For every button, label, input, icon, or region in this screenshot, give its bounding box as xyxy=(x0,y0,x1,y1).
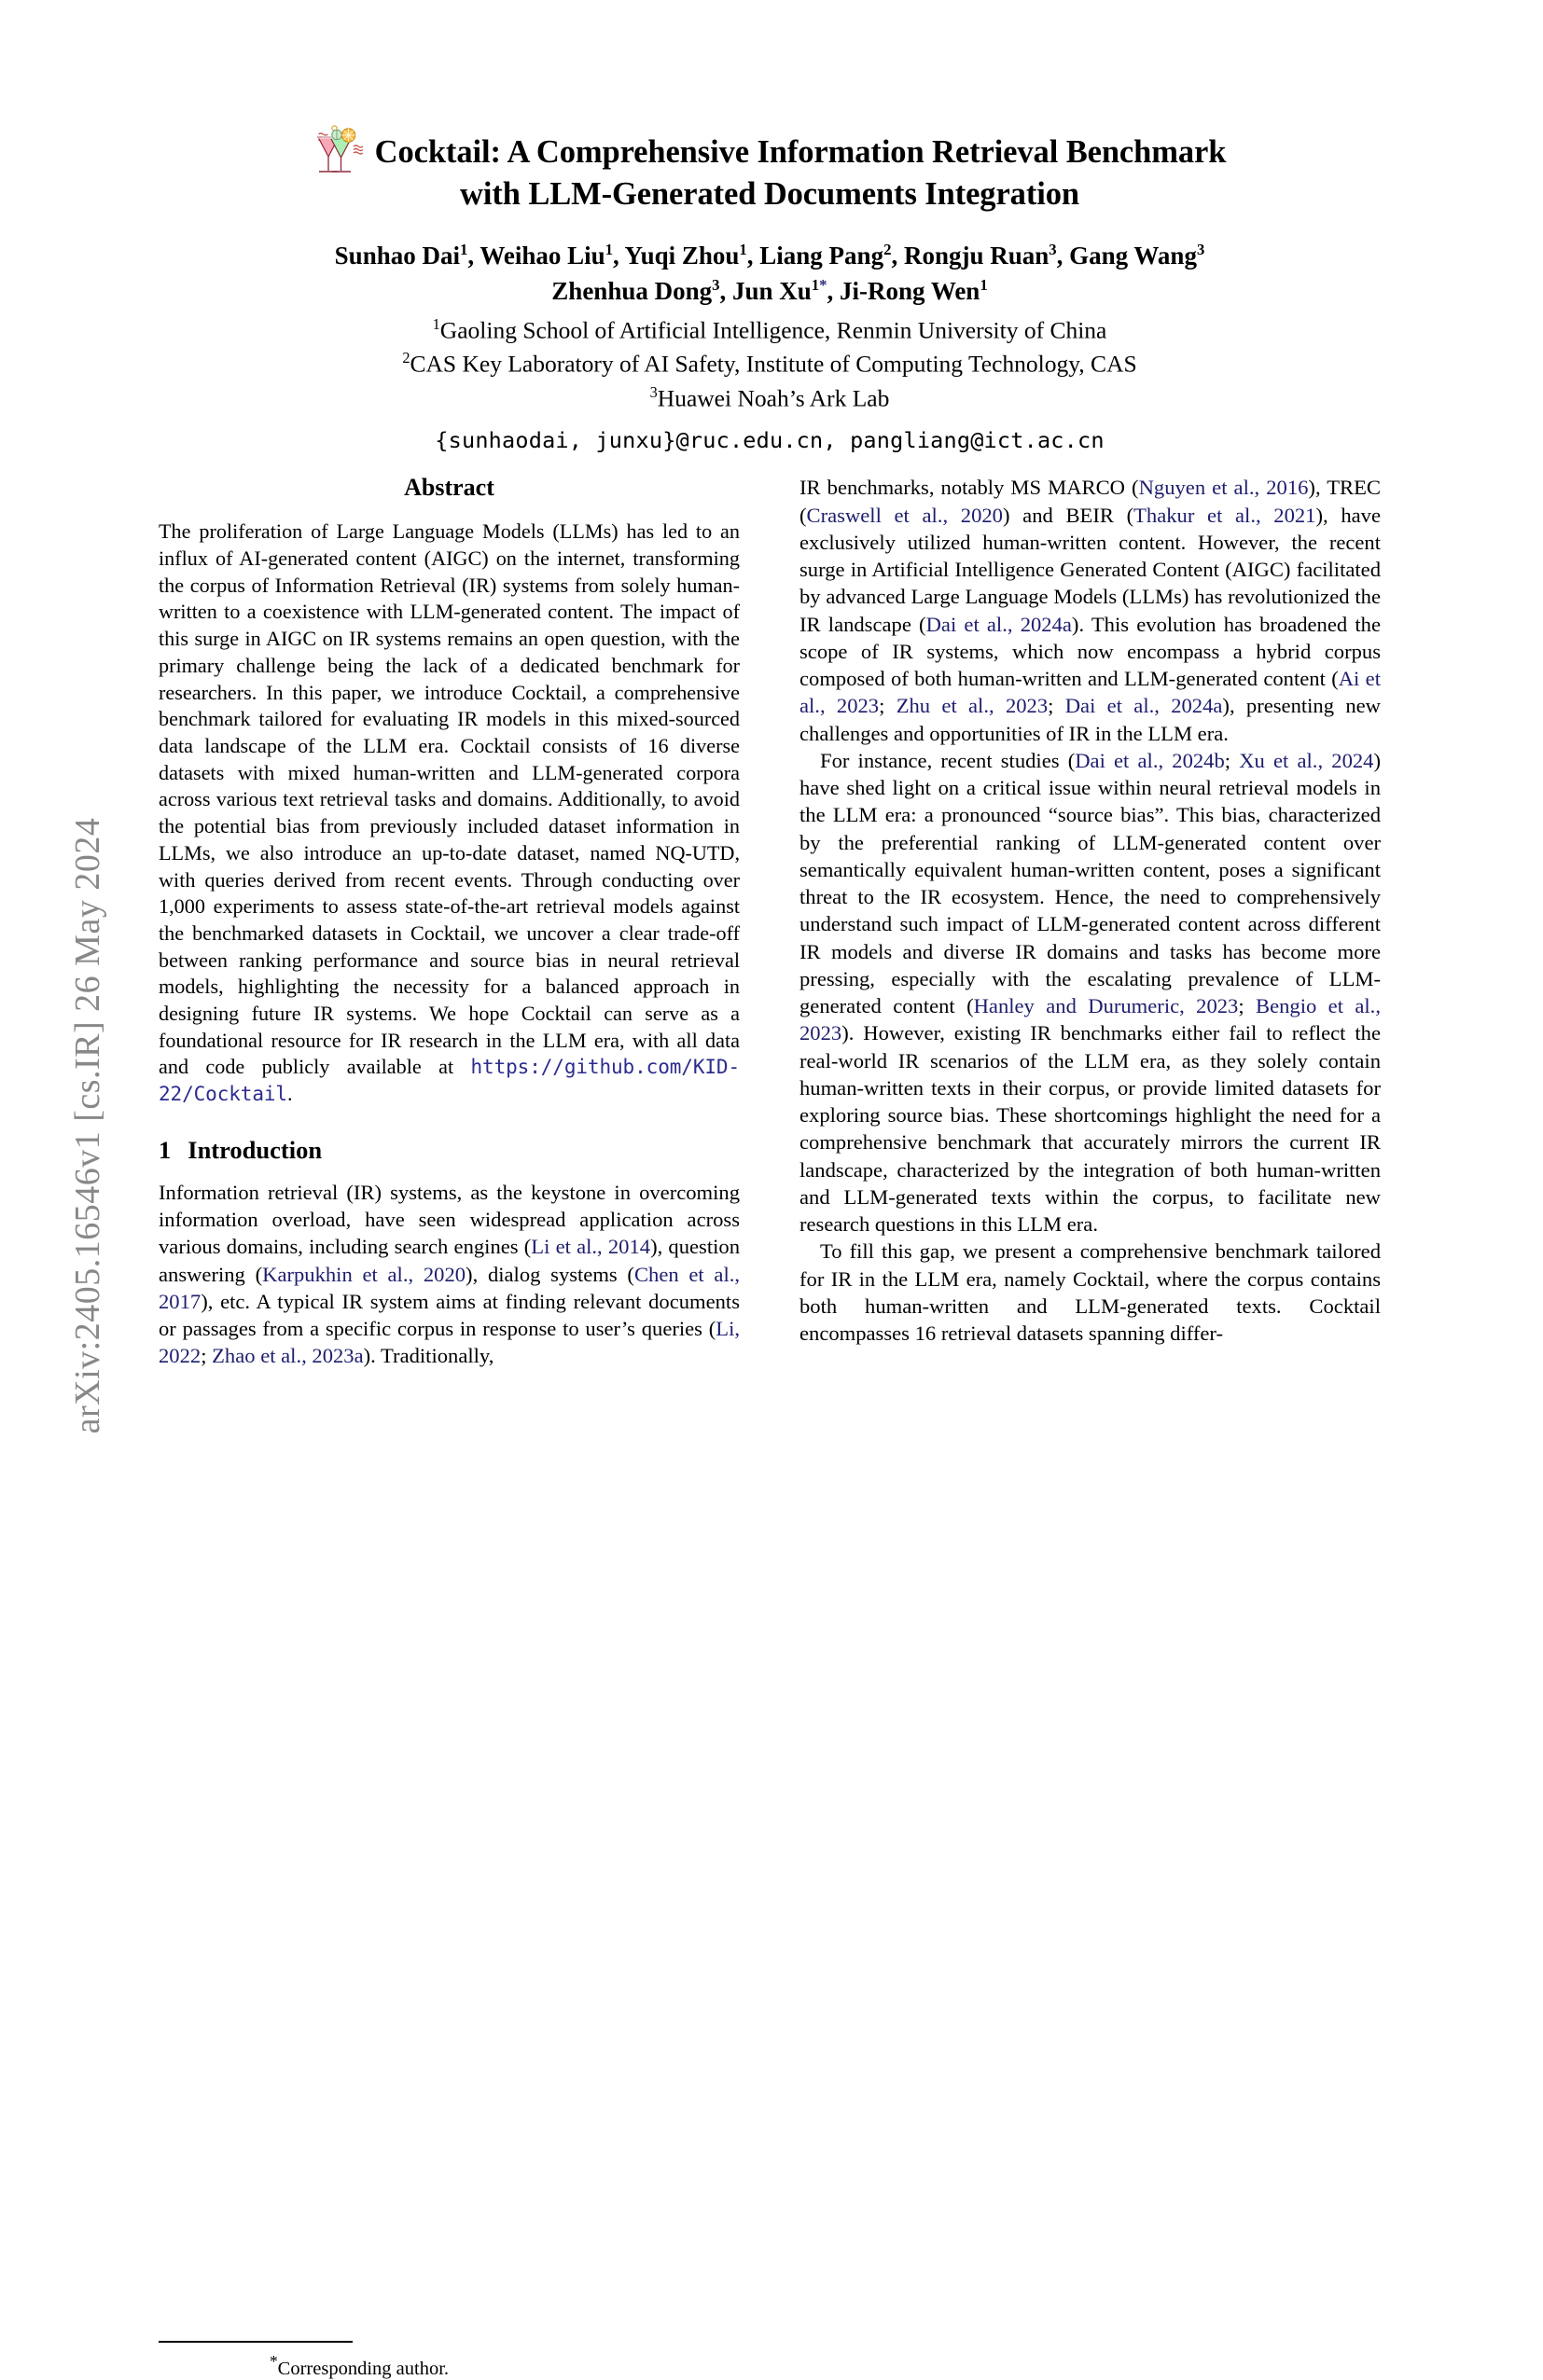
intro-paragraph-1: Information retrieval (IR) systems, as the keystone in overcoming information overload, have seen widespread application across various domains, including search engines (Li et al., 2014), question answering (Karpukhin et al., 2020), dialog systems (Chen et al., 2017), etc. A typical IR system aims at finding relevant documents or passages from a specific corpus in response to user’s queries (Li, 2022; Zhao et al., 2023a). Traditionally, xyxy=(159,1180,741,1368)
title-block xyxy=(159,0,1381,215)
footnote-marker: * xyxy=(269,2351,278,2371)
author-affiliation-marker: 1 xyxy=(980,276,988,295)
citation-link[interactable]: Hanley and Durumeric, 2023 xyxy=(973,994,1239,1018)
footnote-label: Corresponding author. xyxy=(277,2358,450,2379)
author-name: Weihao Liu xyxy=(480,241,605,270)
section-heading-introduction xyxy=(159,1136,740,1165)
author-emails: {sunhaodai, junxu}@ruc.edu.cn, pangliang@ict.ac.cn xyxy=(435,427,1105,454)
citation-link[interactable]: Zhu et al., 2023 xyxy=(896,694,1049,718)
github-url-link[interactable]: https://github.com/KID-22/Cocktail xyxy=(159,1056,740,1106)
author-affiliation-marker: 3 xyxy=(1196,240,1205,258)
author-affiliation-marker: 3 xyxy=(1049,240,1057,258)
left-column xyxy=(159,474,741,2379)
abstract-text: The proliferation of Large Language Models (LLMs) has led to an influx of AI-generated content (AIGC) on the internet, transforming the corpus of Information Retrieval (IR) systems from solely human-written to a coexistence with LLM-generated content. The impact of this surge in AIGC on IR systems remains an open question, with the primary challenge being the lack of a dedicated benchmark for researchers. In this paper, we introduce Cocktail, a comprehensive benchmark tailored for evaluating IR models in this mixed-sourced data landscape of the LLM era. Cocktail consists of 16 diverse datasets with mixed human-written and LLM-generated corpora across various text retrieval tasks and domains. Additionally, to avoid the potential bias from previously included dataset information in LLMs, we also introduce an up-to-date dataset, named NQ-UTD, with queries derived from recent events. Through conducting over 1,000 experiments to assess state-of-the-art retrieval models against the benchmarked datasets in Cocktail, we uncover a clear trade-off between ranking performance and source bias in neural retrieval models, highlighting the necessity for a balanced approach in designing future IR systems. We hope Cocktail can serve as a foundational resource for IR research in the LLM era, with all data and code publicly available at https://github.com/KID-22/Cocktail. xyxy=(159,519,740,1106)
author-name: Liang Pang xyxy=(759,241,884,270)
affiliation-marker: 3 xyxy=(649,383,658,402)
citation-link[interactable]: Xu et al., 2024 xyxy=(1239,748,1374,772)
right-paragraph-continued: IR benchmarks, notably MS MARCO (Nguyen et al., 2016), TREC (Craswell et al., 2020) and BEIR (Thakur et al., 2021), have exclusively utilized human-written content. However, the recent surge in Artificial Intelligence Generated Content (AIGC) facilitated by advanced Large Language Models (LLMs) has revolutionized the IR landscape (Dai et al., 2024a). This evolution has broadened the scope of IR systems, which now encompass a hybrid corpus composed of both human-written and LLM-generated content (Ai et al., 2023; Zhu et al., 2023; Dai et al., 2024a), presenting new challenges and opportunities of IR in the LLM era. xyxy=(799,476,1381,745)
corresponding-author-marker: * xyxy=(819,276,827,295)
author-affiliation-marker: 1 xyxy=(811,276,820,295)
paper-page xyxy=(159,0,1381,2379)
author-name: Sunhao Dai xyxy=(334,241,460,270)
affiliation-text: Gaoling School of Artificial Intelligence, Renmin University of China xyxy=(439,316,1107,343)
citation-link[interactable]: Nguyen et al., 2016 xyxy=(1138,476,1309,500)
citation-link[interactable]: Li, 2022 xyxy=(159,1317,740,1368)
author-affiliation-marker: 1 xyxy=(739,240,747,258)
citation-link[interactable]: Craswell et al., 2020 xyxy=(806,503,1003,527)
body-columns xyxy=(159,474,1381,2379)
affiliation-text: CAS Key Laboratory of AI Safety, Institute of Computing Technology, CAS xyxy=(410,350,1137,378)
citation-link[interactable]: Dai et al., 2024b xyxy=(1075,748,1225,772)
citation-link[interactable]: Chen et al., 2017 xyxy=(159,1262,741,1313)
citation-link[interactable]: Li et al., 2014 xyxy=(531,1235,651,1259)
right-paragraph-2: For instance, recent studies (Dai et al., 2024b; Xu et al., 2024) have shed light on a critical issue within neural retrieval models in the LLM era: a pronounced “source bias”. This bias, characterized by the preferential ranking of LLM-generated content over semantically equivalent human-written content, poses a significant threat to the IR ecosystem. Hence, the need to comprehensively understand such impact of LLM-generated content across different IR models and diverse IR domains and tasks has become more pressing, especially with the escalating prevalence of LLM-generated content (Hanley and Durumeric, 2023; Bengio et al., 2023). However, existing IR benchmarks either fail to reflect the real-world IR scenarios of the LLM era, as they solely contain human-written texts in their corpus, or provide limited datasets for exploring source bias. These shortcomings highlight the need for a comprehensive benchmark that accurately mirrors the current IR landscape, characterized by the integration of both human-written and LLM-generated texts within the corpus, to facilitate new research questions in this LLM era. xyxy=(799,748,1381,1237)
paper-title-line-2: with LLM-Generated Documents Integration xyxy=(460,176,1079,212)
footnote-block xyxy=(159,2341,740,2379)
author-affiliation-marker: 1 xyxy=(459,240,468,258)
author-affiliation-marker: 2 xyxy=(883,240,892,258)
section-title: Introduction xyxy=(188,1135,323,1164)
section-number: 1 xyxy=(159,1135,172,1164)
cocktail-glass-icon xyxy=(313,119,369,177)
affiliation-marker: 1 xyxy=(432,314,440,333)
author-name: Zhenhua Dong xyxy=(551,277,713,306)
citation-link[interactable]: Thakur et al., 2021 xyxy=(1133,503,1316,527)
author-name: Ji-Rong Wen xyxy=(840,277,980,306)
author-name: Yuqi Zhou xyxy=(624,241,740,270)
affiliation-text: Huawei Noah’s Ark Lab xyxy=(657,384,890,412)
footnote-text xyxy=(159,2352,560,2380)
affiliation-item xyxy=(159,313,1381,348)
paper-title-text-1: Cocktail: A Comprehensive Information Retrieval Benchmark xyxy=(374,134,1227,171)
author-name: Rongju Ruan xyxy=(903,241,1050,270)
citation-link[interactable]: Dai et al., 2024a xyxy=(1064,694,1223,718)
author-name: Jun Xu xyxy=(732,277,812,306)
citation-link[interactable]: Bengio et al., 2023 xyxy=(799,994,1381,1045)
citation-link[interactable]: Karpukhin et al., 2020 xyxy=(262,1262,466,1286)
affiliation-item xyxy=(159,381,1381,416)
abstract-heading: Abstract xyxy=(404,474,494,502)
paper-title-line-1 xyxy=(159,119,1381,173)
author-list xyxy=(159,238,1381,310)
right-paragraph-3: To fill this gap, we present a comprehensive benchmark tailored for IR in the LLM era, namely Cocktail, where the corpus contains both human-written and LLM-generated texts. Cocktail encompasses 16 retrieval datasets spanning differ- xyxy=(799,1239,1381,1346)
affiliation-item xyxy=(159,347,1381,381)
citation-link[interactable]: Ai et al., 2023 xyxy=(799,667,1381,718)
author-affiliation-marker: 1 xyxy=(605,240,614,258)
footnote-rule xyxy=(159,2341,353,2342)
author-name: Gang Wang xyxy=(1069,241,1197,270)
author-line-1: Sunhao Dai$^1$, Weihao Liu$^1$, Yuqi Zhou$^1$, Liang Pang$^2$, Rongju Ruan$^3$, Gang Wang$^3$ xyxy=(334,240,1205,270)
author-affiliation-marker: 3 xyxy=(712,276,720,295)
citation-link[interactable]: Zhao et al., 2023a xyxy=(212,1344,364,1368)
right-column xyxy=(799,474,1381,1369)
author-line-2: Zhenhua Dong$^3$, Jun $Xu^{1*}$, Ji-Rong Wen$^1$ xyxy=(551,276,988,306)
arxiv-stamp: arXiv:2405.16546v1 [cs.IR] 26 May 2024 xyxy=(68,817,107,1434)
affiliation-marker: 2 xyxy=(402,349,410,367)
citation-link[interactable]: Dai et al., 2024a xyxy=(925,612,1072,636)
affiliation-list xyxy=(159,313,1381,417)
